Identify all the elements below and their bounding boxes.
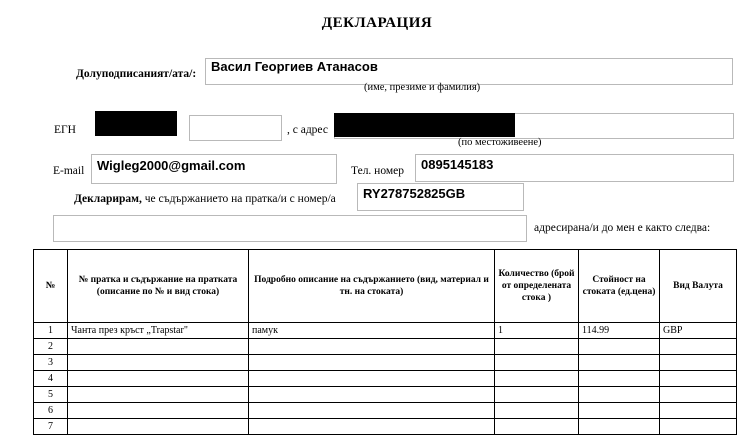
cell-currency[interactable] (660, 355, 737, 371)
cell-value[interactable] (579, 403, 660, 419)
table-row (34, 387, 737, 403)
table-row (34, 419, 737, 435)
declare-label: Декларирам, че съдържанието на пратка/и с номер/а (74, 193, 336, 205)
row-number: 1 (34, 323, 68, 339)
cell-value[interactable] (579, 339, 660, 355)
cell-quantity[interactable] (495, 339, 579, 355)
header-value: Стойност на стоката (ед.цена) (579, 250, 660, 323)
cell-quantity[interactable] (495, 355, 579, 371)
row-number: 6 (34, 403, 68, 419)
header-quantity: Количество (брой от определената стока ) (495, 250, 579, 323)
phone-label: Тел. номер (351, 165, 404, 177)
content-field[interactable] (53, 215, 527, 242)
table-header-row (34, 250, 737, 323)
cell-quantity[interactable] (495, 403, 579, 419)
cell-currency[interactable]: GBP (660, 323, 737, 339)
email-field[interactable]: Wigleg2000@gmail.com (91, 154, 337, 184)
cell-currency[interactable] (660, 403, 737, 419)
cell-quantity[interactable] (495, 387, 579, 403)
cell-value[interactable] (579, 355, 660, 371)
egn-redaction (95, 111, 177, 136)
cell-value[interactable] (579, 419, 660, 435)
cell-description[interactable]: памук (249, 323, 495, 339)
egn-label: ЕГН (54, 124, 76, 136)
cell-description[interactable] (249, 355, 495, 371)
table-row (34, 323, 737, 339)
table-row (34, 403, 737, 419)
declarant-label: Долуподписаният/ата/: (76, 68, 197, 80)
cell-description[interactable] (249, 387, 495, 403)
cell-parcel[interactable] (68, 339, 249, 355)
cell-description[interactable] (249, 403, 495, 419)
egn-extra-field[interactable] (189, 115, 282, 141)
row-number: 7 (34, 419, 68, 435)
cell-value[interactable] (579, 371, 660, 387)
declaration-table (33, 249, 737, 435)
table-row (34, 371, 737, 387)
tracking-number-field[interactable]: RY278752825GB (357, 183, 524, 211)
address-redaction (334, 113, 515, 137)
cell-description[interactable] (249, 371, 495, 387)
header-currency: Вид Валута (660, 250, 737, 323)
cell-currency[interactable] (660, 371, 737, 387)
cell-currency[interactable] (660, 419, 737, 435)
cell-quantity[interactable]: 1 (495, 323, 579, 339)
header-description: Подробно описание на съдържанието (вид, материал и тн. на стоката) (249, 250, 495, 323)
email-label: E-mail (53, 165, 85, 177)
table-row (34, 339, 737, 355)
header-parcel: № пратка и съдържание на пратката (описание по № и вид стока) (68, 250, 249, 323)
cell-currency[interactable] (660, 339, 737, 355)
cell-quantity[interactable] (495, 371, 579, 387)
header-number: № (34, 250, 68, 323)
row-number: 4 (34, 371, 68, 387)
cell-parcel[interactable] (68, 387, 249, 403)
cell-parcel[interactable] (68, 419, 249, 435)
page-title: ДЕКЛАРАЦИЯ (321, 15, 433, 31)
row-number: 5 (34, 387, 68, 403)
cell-parcel[interactable]: Чанта през кръст „Trapstar" (68, 323, 249, 339)
cell-parcel[interactable] (68, 371, 249, 387)
cell-parcel[interactable] (68, 403, 249, 419)
cell-description[interactable] (249, 419, 495, 435)
cell-quantity[interactable] (495, 419, 579, 435)
address-label: , с адрес (287, 124, 328, 136)
cell-parcel[interactable] (68, 355, 249, 371)
row-number: 2 (34, 339, 68, 355)
phone-field[interactable]: 0895145183 (415, 154, 734, 182)
declarant-name-hint: (име, презиме и фамилия) (364, 82, 481, 93)
cell-description[interactable] (249, 339, 495, 355)
addressed-label: адресирана/и до мен е както следва: (534, 222, 711, 234)
declarant-name-field[interactable]: Васил Георгиев Атанасов (205, 58, 733, 85)
address-hint: (по местоживеене) (458, 137, 542, 148)
table-row (34, 355, 737, 371)
cell-currency[interactable] (660, 387, 737, 403)
cell-value[interactable]: 114.99 (579, 323, 660, 339)
row-number: 3 (34, 355, 68, 371)
cell-value[interactable] (579, 387, 660, 403)
